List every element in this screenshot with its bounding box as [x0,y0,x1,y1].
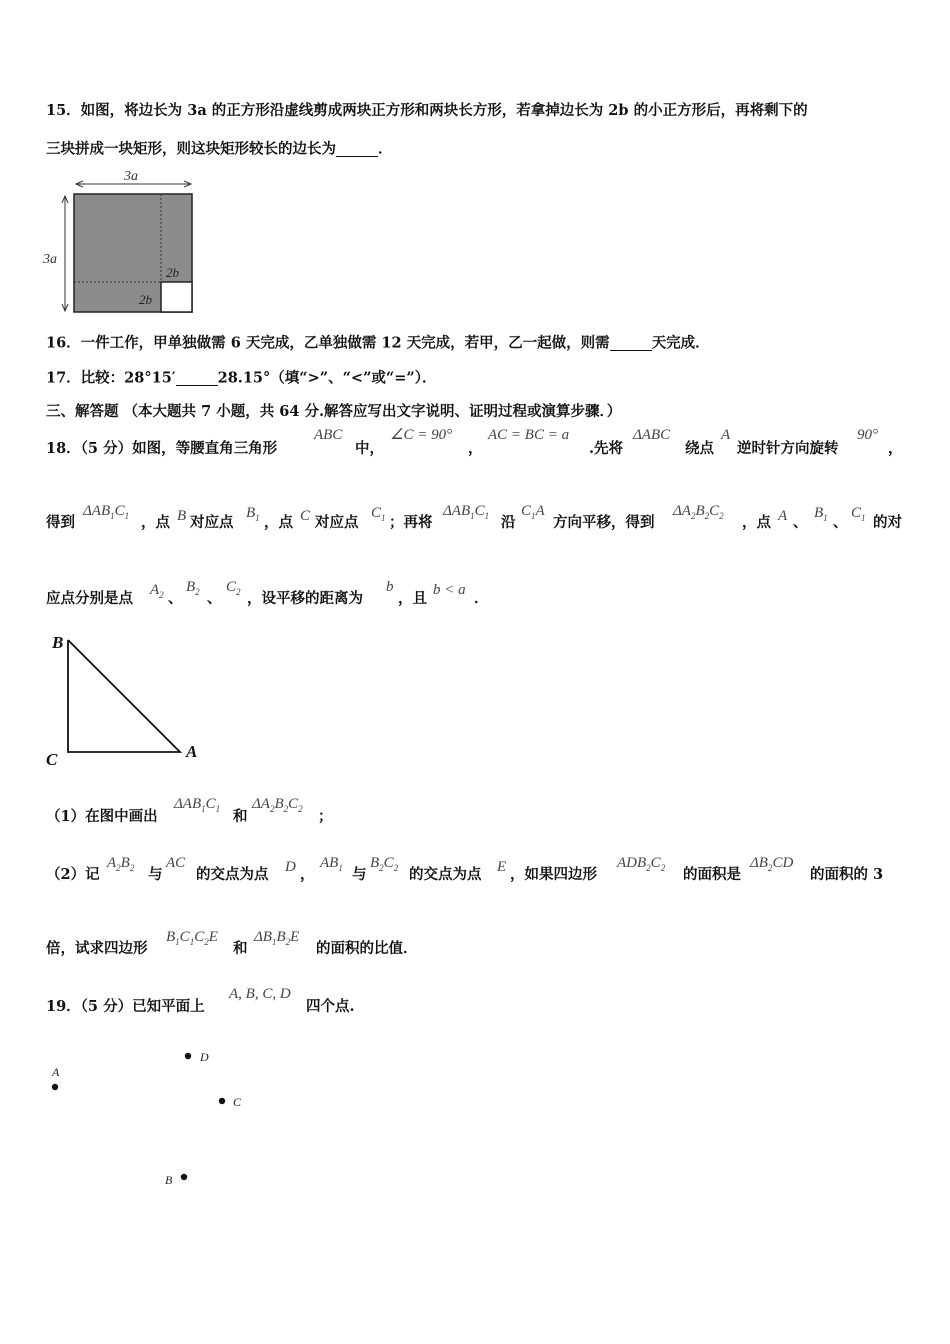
removed-small-square [161,282,192,312]
point-D [185,1053,191,1059]
answer-blank[interactable] [336,142,378,157]
vertex-label-C: C [46,750,58,769]
label-inner-2b-bottom: 2b [139,292,152,307]
q19-points-figure [40,1040,280,1200]
label-top-3a: 3a [124,169,138,184]
q15-text: 三块拼成一块矩形，则这块矩形较长的边长为 [46,140,336,158]
q16: 16．一件工作，甲单独做需 6 天完成，乙单独做需 12 天完成，若甲，乙一起做，则需 天完成． [46,334,710,352]
q15-line1: 15．如图，将边长为 3a 的正方形沿虚线剪成两块正方形和两块长方形，若拿掉边长为 2b 的小正方形后，再将剩下的 [46,102,808,119]
section-heading: 三、解答题 （本大题共 7 小题，共 64 分.解答应写出文字说明、证明过程或演算步骤．） [46,403,622,420]
triangle-edges [68,640,180,752]
point-label-D: D [200,1050,209,1064]
q15-line2: 三块拼成一块矩形，则这块矩形较长的边长为 ． [46,140,393,158]
q15-figure [40,166,210,316]
point-C [219,1098,225,1104]
point-A [52,1084,58,1090]
q18-triangle-figure [40,628,210,773]
q17: 17．比较：28°15′ 28.15°（填“>”、“<”或“=”）． [46,369,437,387]
answer-blank[interactable] [176,371,218,386]
point-label-A: A [52,1065,60,1079]
vertex-label-A: A [186,742,198,761]
point-B [181,1174,187,1180]
point-label-C: C [233,1095,242,1109]
point-label-B: B [165,1173,173,1187]
label-inner-2b-right: 2b [166,265,179,280]
vertex-label-B: B [52,633,64,652]
label-left-3a: 3a [43,252,57,267]
answer-blank[interactable] [610,336,652,351]
